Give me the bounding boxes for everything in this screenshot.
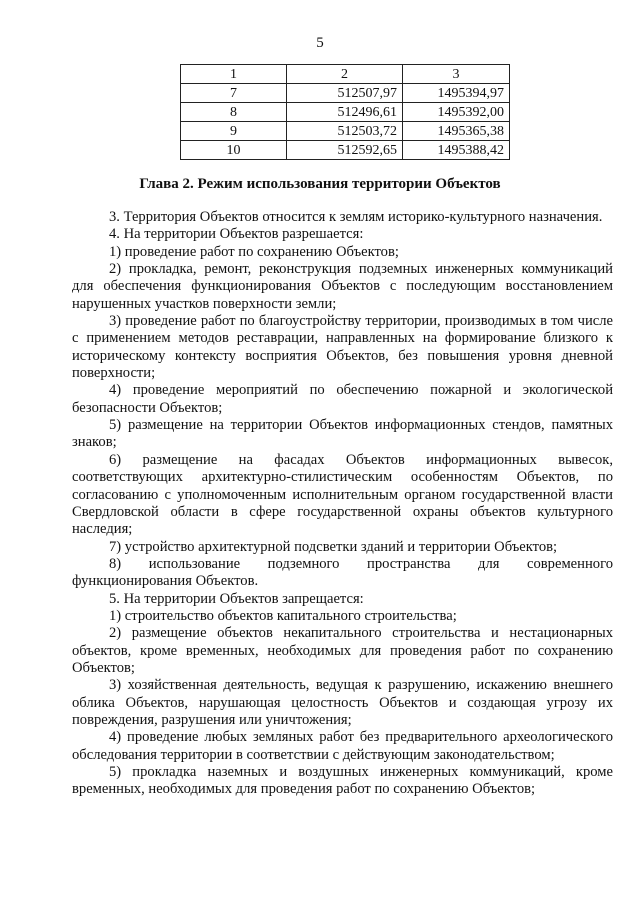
- list-item: 1) проведение работ по сохранению Объектов;: [109, 243, 399, 260]
- table-row: [181, 103, 510, 122]
- table-cell-x: 512592,65: [287, 141, 403, 160]
- list-item: 6) размещение на фасадах Объектов информационных вывесок, соответствующих архитектурно-стилистическим особенностям Объектов, по согласованию с уполномоченным исполнительным органом государственной власти Свердловской области в сфере государственной охраны объектов культурного наследия;: [72, 451, 613, 538]
- table-cell-x: 512503,72: [287, 122, 403, 141]
- table-cell-x: 512496,61: [287, 103, 403, 122]
- table-row: [181, 84, 510, 103]
- table-cell-point: 10: [181, 141, 287, 160]
- list-item: 4) проведение любых земляных работ без предварительного археологического обследования территории в соответствии с действующим законодательством;: [72, 729, 613, 763]
- column-header: 3: [403, 65, 510, 84]
- table-cell-y: 1495365,38: [403, 122, 510, 141]
- list-item: 3) хозяйственная деятельность, ведущая к разрушению, искажению внешнего облика Объектов, нарушающая целостность Объектов и создающая угрозу их повреждения, разрушения или уничтожения;: [72, 677, 613, 728]
- list-item: 5) размещение на территории Объектов информационных стендов, памятных знаков;: [72, 417, 613, 451]
- table-cell-point: 7: [181, 84, 287, 103]
- table-cell-y: 1495394,97: [403, 84, 510, 103]
- table-header-row: [181, 65, 510, 84]
- table-row: [181, 141, 510, 160]
- paragraph: 4. На территории Объектов разрешается:: [109, 226, 364, 243]
- table-cell-y: 1495392,00: [403, 103, 510, 122]
- page-number: 5: [316, 35, 324, 51]
- table-cell-x: 512507,97: [287, 84, 403, 103]
- list-item: 3) проведение работ по благоустройству территории, производимых в том числе с применением методов реставрации, направленных на формирование близкого к историческому контексту восприятия Объектов, без повышения уровня дневной поверхности;: [72, 313, 613, 382]
- table-cell-point: 9: [181, 122, 287, 141]
- paragraph: 5. На территории Объектов запрещается:: [109, 590, 364, 607]
- list-item: 2) прокладка, ремонт, реконструкция подземных инженерных коммуникаций для обеспечения функционирования Объектов с последующим восстановлением нарушенных участков поверхности земли;: [72, 261, 613, 312]
- table-cell-y: 1495388,42: [403, 141, 510, 160]
- paragraph: 3. Территория Объектов относится к землям историко-культурного назначения.: [109, 209, 603, 225]
- chapter-heading: Глава 2. Режим использования территории Объектов: [139, 176, 501, 192]
- table-cell-point: 8: [181, 103, 287, 122]
- list-item: 8) использование подземного пространства для современного функционирования Объектов.: [72, 555, 613, 590]
- table-row: [181, 122, 510, 141]
- chapter-body: [72, 209, 613, 799]
- coordinates-table: [180, 64, 510, 160]
- list-item: 5) прокладка наземных и воздушных инженерных коммуникаций, кроме временных, необходимых для проведения работ по сохранению Объектов;: [72, 764, 613, 798]
- column-header: 1: [181, 65, 287, 84]
- list-item: 7) устройство архитектурной подсветки зданий и территории Объектов;: [109, 538, 558, 555]
- list-item: 4) проведение мероприятий по обеспечению пожарной и экологической безопасности Объектов;: [72, 382, 613, 416]
- list-item: 2) размещение объектов некапитального строительства и нестационарных объектов, кроме временных, необходимых для проведения работ по сохранению Объектов;: [72, 625, 613, 676]
- list-item: 1) строительство объектов капитального строительства;: [109, 607, 457, 624]
- column-header: 2: [287, 65, 403, 84]
